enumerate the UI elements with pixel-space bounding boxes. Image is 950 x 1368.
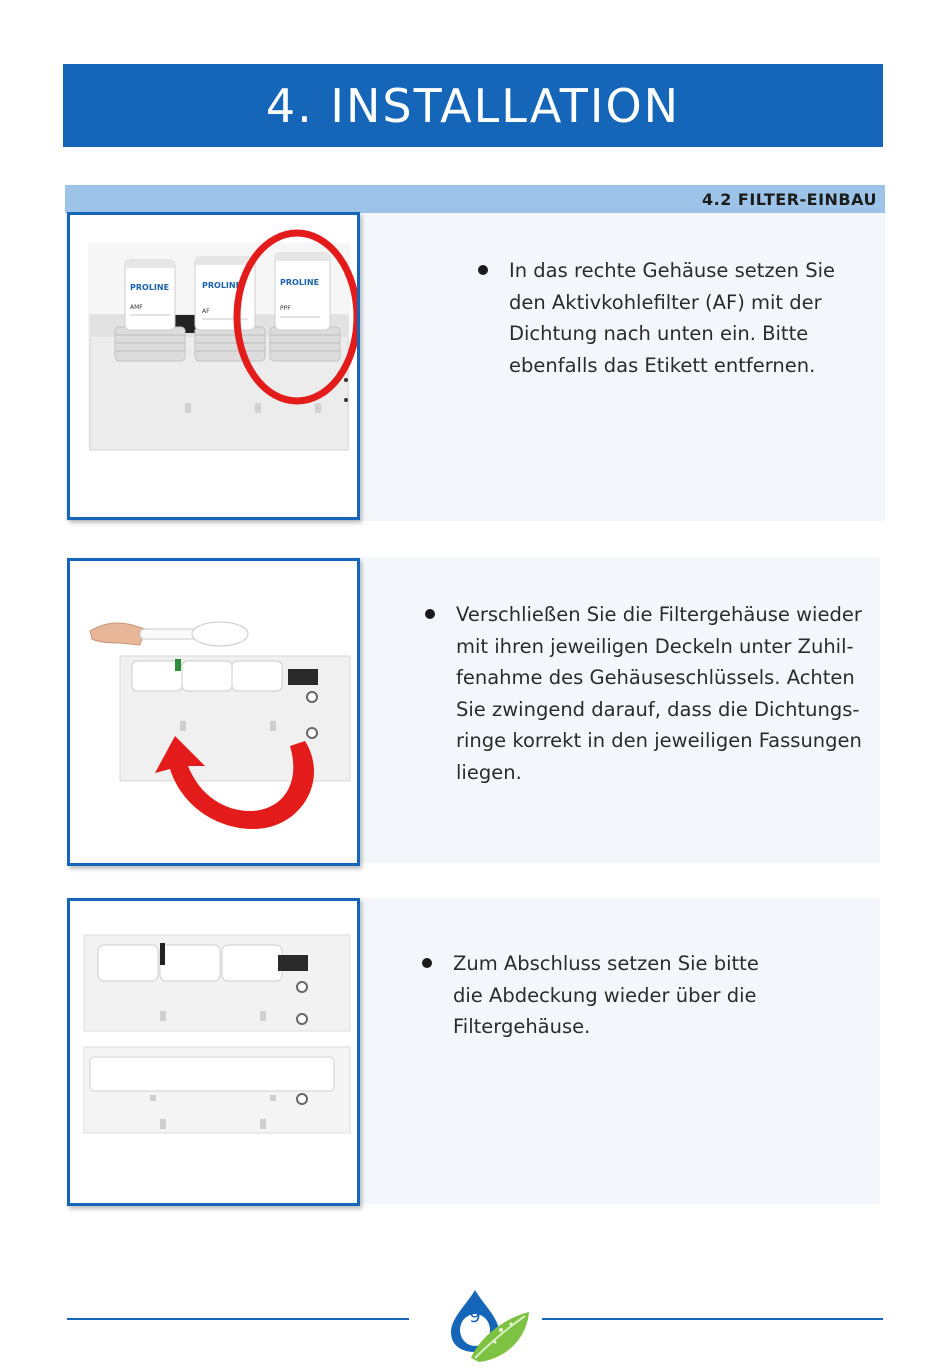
step-2-line-6: liegen. (456, 760, 522, 784)
step-1-line-1: In das rechte Gehäuse setzen Sie (509, 259, 836, 282)
chapter-title: 4. INSTALLATION (265, 78, 681, 133)
section-bar (65, 185, 885, 213)
filter-3-brand: PROLINE (280, 278, 320, 287)
filter-1-brand: PROLINE (130, 283, 170, 292)
step-1-text (509, 255, 835, 381)
cover-replacement-photo (70, 901, 357, 1203)
closing-housings-photo (70, 561, 357, 863)
step-2-line-2: mit ihren jeweiligen Deckeln unter Zuhil- (456, 634, 854, 658)
filter-3-code: PPF (280, 305, 291, 312)
step-2-line-4: Sie zwingend darauf, dass die Dichtungs- (456, 697, 860, 721)
step-1-line-4: ebenfalls das Etikett entfernen. (509, 353, 816, 377)
step-1-line-3: Dichtung nach unten ein. Bitte (509, 322, 809, 345)
step-2-photo-frame (67, 558, 360, 866)
page-number: 9 (469, 1306, 481, 1327)
footer-line-right (542, 1318, 883, 1320)
step-3-line-2: die Abdeckung wieder über die (453, 983, 757, 1007)
chapter-header (63, 64, 883, 147)
filter-2-code: AF (202, 308, 210, 315)
step-3-line-1: Zum Abschluss setzen Sie bitte (453, 952, 759, 975)
step-2-line-3: fenahme des Gehäuseschlüssels. Achten (456, 666, 855, 689)
filter-1-code: AMF (130, 304, 143, 311)
step-3-bullet (422, 958, 432, 968)
step-2-line-1: Verschließen Sie die Filtergehäuse wieder (456, 603, 862, 626)
step-2-line-5: ringe korrekt in den jeweiligen Fassungen (456, 729, 862, 752)
water-drop-leaf-icon (449, 1288, 539, 1368)
step-3-text (453, 948, 759, 1043)
step-3-line-3: Filtergehäuse. (453, 1015, 591, 1038)
step-1-line-2: den Aktivkohlefilter (AF) mit der (509, 290, 822, 314)
step-1-bullet (478, 265, 488, 275)
filter-insertion-photo (70, 215, 357, 517)
section-title: 4.2 FILTER-EINBAU (702, 190, 877, 209)
step-2-bullet (425, 609, 435, 619)
step-2-text (456, 599, 862, 788)
step-3-photo-frame (67, 898, 360, 1206)
filter-2-brand: PROLINE (202, 281, 242, 290)
step-1-photo-frame (67, 212, 360, 520)
footer-line-left (67, 1318, 409, 1320)
